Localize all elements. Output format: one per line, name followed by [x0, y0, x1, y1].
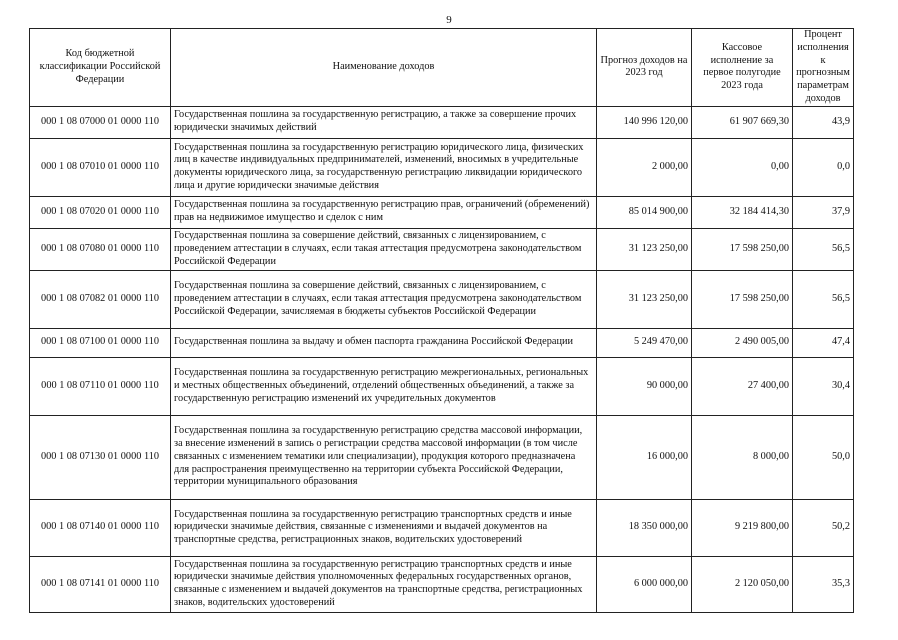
row-executed: 8 000,00	[692, 415, 793, 499]
row-name: Государственная пошлина за совершение действий, связанных с лицензированием, с проведением аттестации в случаях, если такая аттестация предусмотрена законодательством Российской Федерации, зачисляемая в бюджеты субъектов Российской Федерации	[171, 270, 597, 328]
row-executed: 17 598 250,00	[692, 228, 793, 270]
table-row	[30, 499, 854, 556]
table-row	[30, 328, 854, 357]
row-forecast: 2 000,00	[597, 138, 692, 196]
row-percent: 0,0	[793, 138, 854, 196]
row-name: Государственная пошлина за совершение действий, связанных с лицензированием, с проведением аттестации в случаях, если такая аттестация предусмотрена законодательством Российской Федерации	[171, 228, 597, 270]
row-code: 000 1 08 07080 01 0000 110	[30, 228, 171, 270]
row-executed: 27 400,00	[692, 357, 793, 415]
revenue-table	[29, 28, 854, 613]
header-code: Код бюджетной классификации Российской Федерации	[30, 29, 171, 107]
row-percent: 35,3	[793, 556, 854, 612]
table-row	[30, 556, 854, 612]
header-name: Наименование доходов	[171, 29, 597, 107]
page-number: 9	[446, 14, 452, 26]
table-row	[30, 415, 854, 499]
row-percent: 47,4	[793, 328, 854, 357]
row-executed: 2 490 005,00	[692, 328, 793, 357]
row-percent: 50,2	[793, 499, 854, 556]
row-code: 000 1 08 07141 01 0000 110	[30, 556, 171, 612]
header-executed: Кассовое исполнение за первое полугодие 2023 года	[692, 29, 793, 107]
row-percent: 50,0	[793, 415, 854, 499]
row-name: Государственная пошлина за государственную регистрацию, а также за совершение прочих юридически значимых действий	[171, 106, 597, 138]
row-executed: 61 907 669,30	[692, 106, 793, 138]
row-forecast: 6 000 000,00	[597, 556, 692, 612]
row-forecast: 16 000,00	[597, 415, 692, 499]
row-forecast: 90 000,00	[597, 357, 692, 415]
table-row	[30, 270, 854, 328]
row-code: 000 1 08 07020 01 0000 110	[30, 196, 171, 228]
row-code: 000 1 08 07010 01 0000 110	[30, 138, 171, 196]
row-name: Государственная пошлина за государственную регистрацию средства массовой информации, за внесение изменений в запись о регистрации средства массовой информации (в том числе связанных с изменением тематики или специализации), продукция которого предназначена для распространения преимущественно на территории субъекта Российской Федерации, территории муниципального образования	[171, 415, 597, 499]
row-forecast: 31 123 250,00	[597, 228, 692, 270]
table-header-row	[30, 29, 854, 107]
row-code: 000 1 08 07110 01 0000 110	[30, 357, 171, 415]
row-name: Государственная пошлина за государственную регистрацию транспортных средств и иные юридически значимые действия уполномоченных федеральных государственных органов, связанные с изменением и выдачей документов на транспортные средства, регистрационных знаков, водительских удостоверений	[171, 556, 597, 612]
row-name: Государственная пошлина за выдачу и обмен паспорта гражданина Российской Федерации	[171, 328, 597, 357]
table-row	[30, 106, 854, 138]
row-forecast: 5 249 470,00	[597, 328, 692, 357]
row-executed: 32 184 414,30	[692, 196, 793, 228]
row-executed: 2 120 050,00	[692, 556, 793, 612]
row-percent: 56,5	[793, 270, 854, 328]
row-code: 000 1 08 07000 01 0000 110	[30, 106, 171, 138]
row-code: 000 1 08 07082 01 0000 110	[30, 270, 171, 328]
row-percent: 37,9	[793, 196, 854, 228]
row-forecast: 18 350 000,00	[597, 499, 692, 556]
row-name: Государственная пошлина за государственную регистрацию межрегиональных, региональных и местных общественных объединений, отделений общественных объединений, а также за государственную регистрацию изменений их учредительных документов	[171, 357, 597, 415]
table-row	[30, 196, 854, 228]
row-forecast: 31 123 250,00	[597, 270, 692, 328]
row-forecast: 140 996 120,00	[597, 106, 692, 138]
row-forecast: 85 014 900,00	[597, 196, 692, 228]
table-row	[30, 357, 854, 415]
header-forecast: Прогноз доходов на 2023 год	[597, 29, 692, 107]
row-name: Государственная пошлина за государственную регистрацию транспортных средств и иные юридически значимые действия, связанные с изменениями и выдачей документов на транспортные средства, регистрационных знаков, водительских удостоверений	[171, 499, 597, 556]
row-code: 000 1 08 07130 01 0000 110	[30, 415, 171, 499]
row-code: 000 1 08 07100 01 0000 110	[30, 328, 171, 357]
table-row	[30, 228, 854, 270]
table-row	[30, 138, 854, 196]
row-name: Государственная пошлина за государственную регистрацию юридического лица, физических лиц в качестве индивидуальных предпринимателей, изменений, вносимых в учредительные документы юридического лица, за государственную регистрацию ликвидации юридического лица и другие юридически значимые действия	[171, 138, 597, 196]
row-percent: 56,5	[793, 228, 854, 270]
row-executed: 17 598 250,00	[692, 270, 793, 328]
row-executed: 0,00	[692, 138, 793, 196]
row-name: Государственная пошлина за государственную регистрацию прав, ограничений (обременений) прав на недвижимое имущество и сделок с ним	[171, 196, 597, 228]
row-executed: 9 219 800,00	[692, 499, 793, 556]
row-percent: 43,9	[793, 106, 854, 138]
row-code: 000 1 08 07140 01 0000 110	[30, 499, 171, 556]
row-percent: 30,4	[793, 357, 854, 415]
header-percent: Процент исполнения к прогнозным параметрам доходов	[793, 29, 854, 107]
